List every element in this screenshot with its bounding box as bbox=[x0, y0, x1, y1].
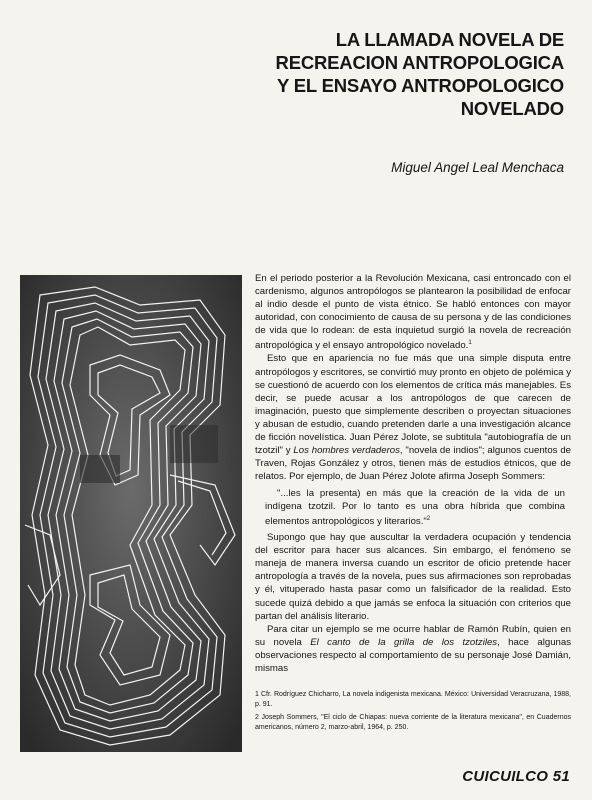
footnote-ref: 1 bbox=[468, 340, 472, 347]
footnote-ref: 2 bbox=[426, 516, 431, 523]
paragraph-text: Esto que en apariencia no fue más que una simple disputa entre antropólogos y escritores, se convirtió muy pronto en objeto de polémica y se cuestionó de acuerdo con los elementos de crítica más manejables. Es decir, se puede acusar a los antropólogos de que carecen de imaginación, puesto que simplemente describen o proyectan situaciones y abusan de estudio, cuando pretenden darle a una investigación alcance de ficción novelística. Juan Pérez Jolote, se subtitula "autobiografía de un tzotzil" y bbox=[255, 353, 571, 456]
maze-lines-illustration bbox=[20, 275, 242, 752]
footnote: 2 Joseph Sommers, "El ciclo de Chiapas: nueva corriente de la literatura mexicana", en Cuadernos americanos, número 2, marzo-abril, 1964, p. 250. bbox=[255, 714, 571, 731]
paragraph bbox=[255, 272, 571, 352]
author-name: Miguel Angel Leal Menchaca bbox=[391, 160, 564, 175]
paragraph-text: Supongo que hay que auscultar la verdadera ocupación y tendencia del escritor para hacer sus alcances. Sin embargo, el fenómeno se maneja de manera inversa cuando un escritor de oficio pretende hacer antropología a través de la novela, pues sus afirmaciones son reprobadas y él, vituperado hasta pasar como un falsificador de la realidad. Esto sucede quizá debido a que jamás se enfoca la situación con criterios que partan del análisis literario. bbox=[255, 532, 571, 622]
block-quote bbox=[255, 487, 571, 528]
title-line: Y EL ENSAYO ANTROPOLOGICO bbox=[277, 75, 564, 96]
title-line: LA LLAMADA NOVELA DE bbox=[335, 29, 564, 50]
abstract-maze-artwork bbox=[20, 275, 242, 752]
quote-text: "...les la presenta) en más que la creación de la vida de un indígena tzotzil. Por lo tanto es una obra híbrida que combina elementos antropológicos y literarios." bbox=[265, 487, 565, 528]
book-title: Los hombres verdaderos bbox=[293, 444, 400, 456]
page-folio: CUICUILCO 51 bbox=[462, 768, 570, 785]
footnotes bbox=[255, 690, 571, 736]
paragraph-text: Para citar un ejemplo se me ocurre hablar de Ramón Rubín, quien en su novela bbox=[255, 623, 571, 648]
article-body bbox=[255, 272, 571, 675]
footnote: 1 Cfr. Rodríguez Chicharro, La novela indigenista mexicana. México: Universidad Veracruzana, 1988, p. 91. bbox=[255, 691, 571, 708]
article-title bbox=[204, 28, 564, 120]
paragraph bbox=[255, 623, 571, 675]
book-title: El canto de la grilla de los tzotziles bbox=[310, 636, 498, 648]
paragraph-text: , hace algunas observaciones respecto al comportamiento de su personaje José Damián, mismas bbox=[255, 636, 572, 674]
paragraph bbox=[255, 352, 571, 482]
title-line: NOVELADO bbox=[460, 98, 564, 119]
paragraph bbox=[255, 531, 571, 622]
paragraph-text: , "novela de indios"; algunos cuentos de Traven, Rojas González y otros, tienen más de estudios étnicos, que de relatos. Por ejemplo, de Juan Pérez Jolote afirma Joseph Sommers: bbox=[255, 444, 571, 482]
paragraph-text: En el periodo posterior a la Revolución Mexicana, casi entroncado con el cardenismo, algunos antropólogos se plantearon la posibilidad de enfocar al indio desde el punto de vista étnico. Se habló entonces con mayor autoridad, con conocimiento de causa de su persona y de las condiciones de vida que lo rodean: de esta inquietud surgió la novela de recreación antropológica y el ensayo antropológico novelado. bbox=[255, 273, 571, 352]
title-line: RECREACION ANTROPOLOGICA bbox=[275, 52, 564, 73]
